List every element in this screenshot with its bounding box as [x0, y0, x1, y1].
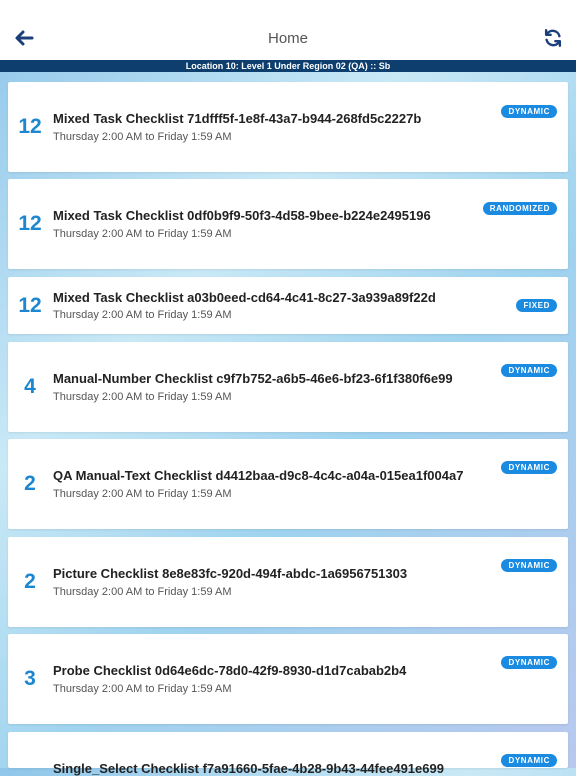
checklist-schedule: Thursday 2:00 AM to Friday 1:59 AM	[53, 131, 232, 143]
navigation-bar	[0, 0, 576, 60]
checklist-schedule: Thursday 2:00 AM to Friday 1:59 AM	[53, 309, 232, 321]
refresh-icon[interactable]	[542, 27, 564, 49]
task-count: 12	[18, 212, 42, 235]
checklist-name: Picture Checklist 8e8e83fc-920d-494f-abdc-1a6956751303	[53, 566, 408, 581]
checklist-card[interactable]	[8, 342, 568, 432]
task-count: 4	[24, 375, 36, 398]
checklist-name: QA Manual-Text Checklist d4412baa-d9c8-4c4c-a04a-015ea1f004a7	[53, 468, 464, 483]
checklist-schedule: Thursday 2:00 AM to Friday 1:59 AM	[53, 391, 232, 403]
checklist-card[interactable]	[8, 732, 568, 776]
checklist-name: Probe Checklist 0d64e6dc-78d0-42f9-8930-d1d7cabab2b4	[53, 663, 407, 678]
checklist-name: Mixed Task Checklist a03b0eed-cd64-4c41-8c27-3a939a89f22d	[53, 290, 436, 305]
checklist-name: Mixed Task Checklist 0df0b9f9-50f3-4d58-9bee-b224e2495196	[53, 208, 431, 223]
checklist-card[interactable]	[8, 82, 568, 172]
type-badge: DYNAMIC	[501, 656, 557, 669]
page-title: Home	[267, 30, 308, 47]
type-badge: DYNAMIC	[501, 364, 557, 377]
task-count: 12	[18, 115, 42, 138]
checklist-schedule: Thursday 2:00 AM to Friday 1:59 AM	[53, 228, 232, 240]
task-count: 3	[24, 667, 36, 690]
checklist-schedule: Thursday 2:00 AM to Friday 1:59 AM	[53, 586, 232, 598]
checklist-schedule: Thursday 2:00 AM to Friday 1:59 AM	[53, 488, 232, 500]
type-badge: DYNAMIC	[501, 754, 557, 767]
location-bar: Location 10: Level 1 Under Region 02 (QA) :: Sb	[0, 60, 576, 72]
type-badge: DYNAMIC	[501, 105, 557, 118]
checklist-card[interactable]	[8, 277, 568, 334]
checklist-card[interactable]	[8, 537, 568, 627]
type-badge: FIXED	[516, 299, 557, 312]
type-badge: DYNAMIC	[501, 461, 557, 474]
checklist-card[interactable]	[8, 439, 568, 529]
checklist-name: Manual-Number Checklist c9f7b752-a6b5-46e6-bf23-6f1f380f6e99	[53, 371, 453, 386]
type-badge: RANDOMIZED	[483, 202, 557, 215]
checklist-card[interactable]	[8, 179, 568, 269]
task-count: 2	[24, 472, 36, 495]
checklist-schedule: Thursday 2:00 AM to Friday 1:59 AM	[53, 683, 232, 695]
checklist-card[interactable]	[8, 634, 568, 724]
task-count: 2	[24, 570, 36, 593]
checklist-name: Mixed Task Checklist 71dfff5f-1e8f-43a7-b944-268fd5c2227b	[53, 111, 422, 126]
task-count: 12	[18, 294, 42, 317]
checklist-name: Single_Select Checklist f7a91660-5fae-4b28-9b43-44fee491e699	[53, 761, 444, 776]
type-badge: DYNAMIC	[501, 559, 557, 572]
